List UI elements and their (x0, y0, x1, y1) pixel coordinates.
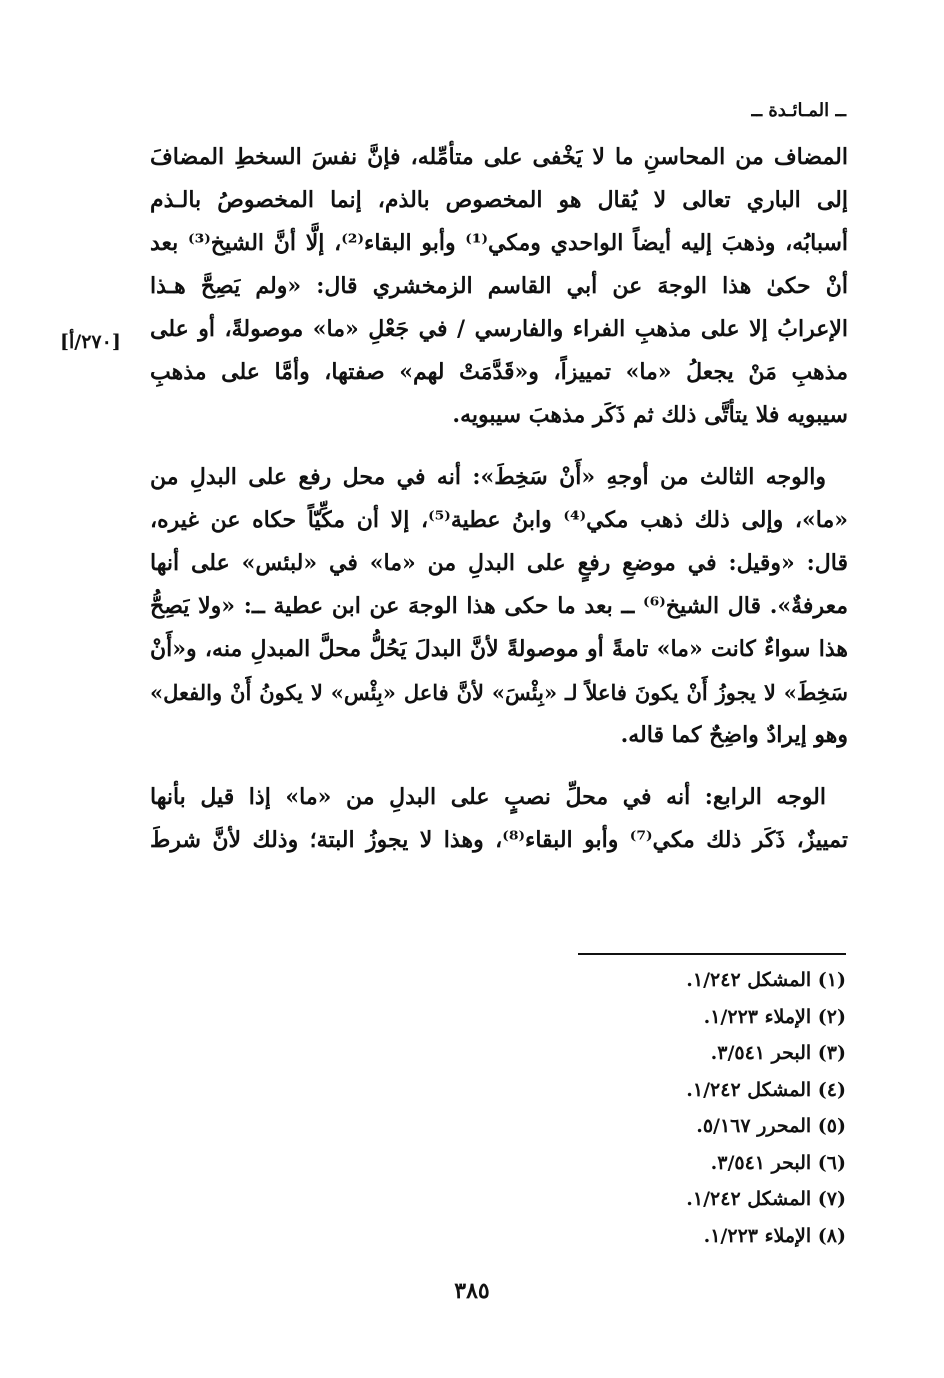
footnote: (١) المشكل ١/٢٤٢. (686, 969, 846, 991)
footnote: (٥) المحرر ٥/١٦٧. (696, 1115, 846, 1137)
text-line: الإعرابُ إلا على مذهبِ الفراء والفارسي / في جَعْلِ «ما» موصولةً، أو على (150, 316, 848, 342)
running-head: ــ المـائـدة ــ (751, 100, 846, 121)
text-line: سَخِطَ» لا يجوزُ أَنْ يكونَ فاعلاً لـ «بِئْسَ» لأنَّ فاعل «بِئْس» لا يكونُ أَنْ والفعل» (150, 680, 848, 705)
paragraph-3 (150, 776, 848, 862)
margin-folio-note: [٢٧٠/أ] (60, 331, 121, 353)
text-line: «ما»، وإلى ذلك ذهب مكي⁽⁴⁾ وابنُ عطية⁽⁵⁾، إلا أن مكِّيّاً حكاه عن غيره، (150, 507, 849, 533)
text-line: والوجه الثالث من أوجهِ «أَنْ سَخِطَ»: أنه في محل رفع على البدلِ من (150, 464, 826, 490)
text-line: إلى الباري تعالى لا يُقال هو المخصوص بالذم، إنما المخصوصُ بالـذم (150, 187, 848, 213)
footnote: (٦) البحر ٣/٥٤١. (710, 1151, 846, 1174)
paragraph-2 (150, 456, 848, 757)
text-line: الوجه الرابع: أنه في محلِّ نصبٍ على البدلِ من «ما» إذا قيل بأنها (150, 784, 826, 810)
text-line: أنْ حكىٰ هذا الوجهَ عن أبي القاسم الزمخشري قال: «ولم يَصِحَّ هـذا (150, 273, 848, 299)
text-line: وهو إيرادٌ واضِحٌ كما قاله. (620, 722, 848, 748)
footnote: (٤) المشكل ١/٢٤٢. (686, 1078, 846, 1101)
footnote: (٧) المشكل ١/٢٤٢. (686, 1188, 846, 1210)
text-line: أسبابُه، وذهبَ إليه أيضاً الواحدي ومكي⁽¹⁾ وأبو البقاء⁽²⁾، إلَّا أنَّ الشيخ⁽³⁾ بعد (150, 230, 848, 256)
page-number: ٣٨٥ (454, 1278, 490, 1304)
text-line: المضاف من المحاسنِ ما لا يَخْفى على متأمِّله، فإنَّ نفسَ السخطِ المضافَ (150, 144, 848, 170)
paragraph-gap (150, 757, 848, 776)
text-line: تمييزٌ، ذَكَر ذلك مكي⁽⁷⁾ وأبو البقاء⁽⁸⁾، وهذا لا يجوزُ البتة؛ وذلك لأنَّ شرطَ (150, 827, 849, 853)
text-line: مذهبِ مَنْ يجعلُ «ما» تمييزاً، و«قَدَّمَتْ لهم» صفتها، وأمَّا على مذهبِ (150, 359, 848, 385)
footnote-separator (578, 953, 846, 955)
footnotes (560, 962, 846, 1254)
footnote: (٨) الإملاء ١/٢٢٣. (703, 1224, 846, 1247)
footnote: (٣) البحر ٣/٥٤١. (710, 1042, 846, 1064)
main-text (150, 136, 848, 862)
paragraph-gap (150, 437, 848, 456)
text-line: هذا سواءٌ كانت «ما» تامةً أو موصولةً لأنَّ البدلَ يَحُلُّ محلَّ المبدلِ منه، و«أَنْ (150, 636, 848, 662)
text-line: قال: «وقيل: في موضعِ رفعٍ على البدلِ من «ما» في «لبئس» على أنها (150, 550, 848, 576)
text-line: معرفةٌ». قال الشيخ⁽⁶⁾ ــ بعد ما حكى هذا الوجهَ عن ابن عطية ــ: «ولا يَصِحُّ (150, 593, 848, 619)
text-line: سيبويه فلا يتأتَّى ذلك ثم ذَكَر مذهبَ سيبويه. (452, 402, 848, 428)
paragraph-1 (150, 136, 848, 437)
footnote: (٢) الإملاء ١/٢٢٣. (703, 1005, 846, 1028)
